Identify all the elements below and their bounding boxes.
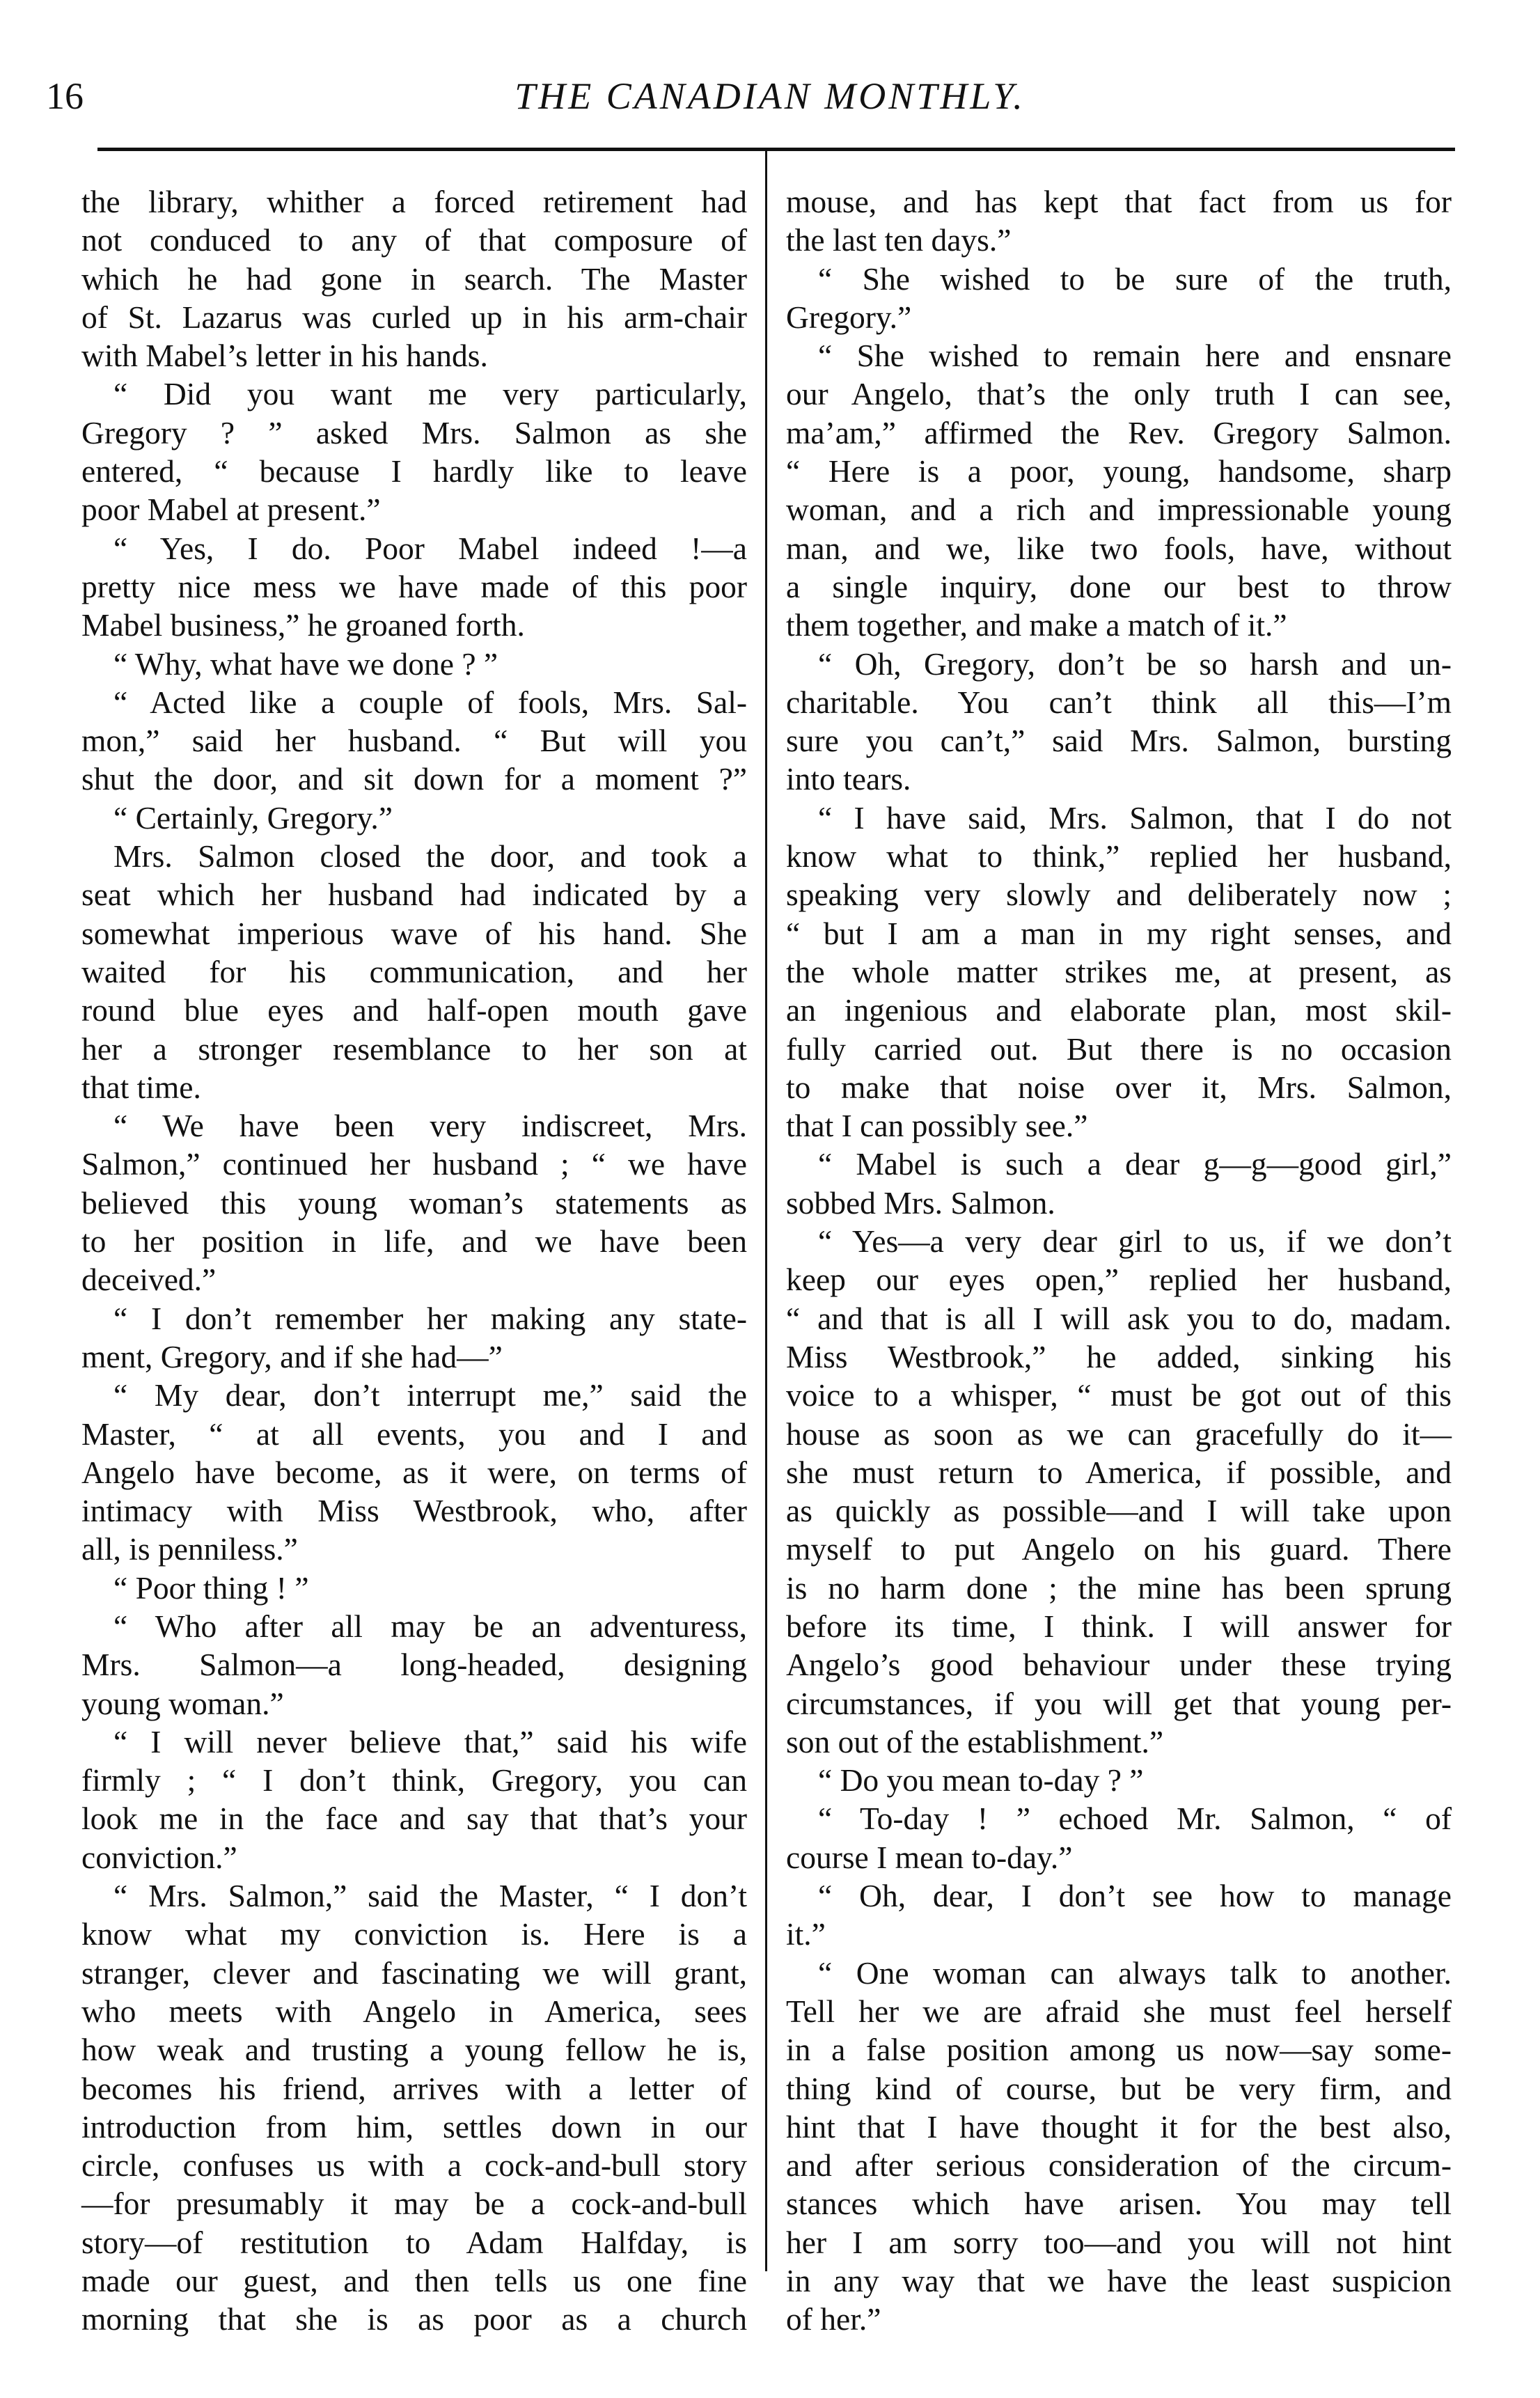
text-line: them together, and make a match of it.” xyxy=(786,607,1287,643)
text-line: seat which her husband had indicated by a xyxy=(81,877,747,913)
text-line: she must return to America, if possible, and xyxy=(786,1454,1452,1490)
text-line: “ Here is a poor, young, handsome, sharp xyxy=(786,453,1452,489)
text-line: circle, confuses us with a cock-and-bull story xyxy=(81,2147,747,2184)
text-line: Salmon,” continued her husband ; “ we have xyxy=(81,1146,747,1182)
text-line: in a false position among us now—say some- xyxy=(786,2032,1452,2068)
text-line: Gregory ? ” asked Mrs. Salmon as she xyxy=(81,414,747,450)
running-head: THE CANADIAN MONTHLY. xyxy=(514,75,1026,117)
text-line: “ Did you want me very particularly, xyxy=(113,376,747,412)
text-line: “ Certainly, Gregory.” xyxy=(113,799,393,836)
text-line: which he had gone in search. The Master xyxy=(81,260,747,297)
text-line: the last ten days.” xyxy=(786,222,1012,258)
text-line: “ I will never believe that,” said his wife xyxy=(113,1723,747,1760)
text-line: “ I don’t remember her making any state- xyxy=(113,1300,747,1336)
text-line: to make that noise over it, Mrs. Salmon, xyxy=(786,1069,1452,1105)
text-line: intimacy with Miss Westbrook, who, after xyxy=(81,1493,747,1529)
text-line: somewhat imperious wave of his hand. She xyxy=(81,915,747,951)
text-line: stranger, clever and fascinating we will grant, xyxy=(81,1954,747,1991)
text-line: ment, Gregory, and if she had—” xyxy=(81,1338,503,1374)
text-line: Master, “ at all events, you and I and xyxy=(81,1416,747,1452)
text-line: young woman.” xyxy=(81,1685,284,1721)
text-line: of St. Lazarus was curled up in his arm-chair xyxy=(81,299,747,335)
text-line: charitable. You can’t think all this—I’m xyxy=(786,684,1452,720)
text-line: mouse, and has kept that fact from us for xyxy=(786,184,1452,219)
text-line: “ Why, what have we done ? ” xyxy=(113,645,498,682)
text-line: ma’am,” affirmed the Rev. Gregory Salmon. xyxy=(786,414,1452,450)
text-line: keep our eyes open,” replied her husband, xyxy=(786,1262,1452,1298)
text-line: it.” xyxy=(786,1916,826,1952)
text-line: “ One woman can always talk to another. xyxy=(818,1954,1452,1991)
text-line: our Angelo, that’s the only truth I can see, xyxy=(786,376,1452,412)
text-line: “ She wished to be sure of the truth, xyxy=(818,260,1452,297)
header-rule xyxy=(97,148,1455,151)
text-line: “ Mabel is such a dear g—g—good girl,” xyxy=(818,1146,1452,1182)
text-line: Mrs. Salmon—a long-headed, designing xyxy=(81,1647,747,1683)
text-line: who meets with Angelo in America, sees xyxy=(81,1993,747,2029)
text-line: her I am sorry too—and you will not hint xyxy=(786,2224,1452,2260)
text-line: Gregory.” xyxy=(786,299,912,335)
text-line: stances which have arisen. You may tell xyxy=(786,2186,1452,2222)
text-line: course I mean to-day.” xyxy=(786,1839,1073,1875)
text-line: “ I have said, Mrs. Salmon, that I do not xyxy=(818,799,1452,836)
text-line: not conduced to any of that composure of xyxy=(81,222,747,258)
text-line: mon,” said her husband. “ But will you xyxy=(81,723,747,759)
text-line: to her position in life, and we have been xyxy=(81,1223,747,1260)
text-line: and after serious consideration of the circum- xyxy=(786,2147,1452,2184)
text-line: Angelo have become, as it were, on terms of xyxy=(81,1454,747,1490)
text-line: Tell her we are afraid she must feel herself xyxy=(786,1993,1452,2029)
text-line: Angelo’s good behaviour under these trying xyxy=(786,1647,1452,1683)
text-line: sure you can’t,” said Mrs. Salmon, bursting xyxy=(786,723,1452,759)
text-line: with Mabel’s letter in his hands. xyxy=(81,338,488,374)
text-line: circumstances, if you will get that young per- xyxy=(786,1685,1452,1721)
text-line: an ingenious and elaborate plan, most skil- xyxy=(786,992,1452,1028)
text-line: in any way that we have the least suspicion xyxy=(786,2263,1452,2299)
text-line: that time. xyxy=(81,1069,201,1105)
text-line: poor Mabel at present.” xyxy=(81,492,381,528)
text-line: “ She wished to remain here and ensnare xyxy=(818,338,1452,374)
text-line: son out of the establishment.” xyxy=(786,1723,1164,1760)
text-line: “ Acted like a couple of fools, Mrs. Sal- xyxy=(113,684,747,720)
text-line: man, and we, like two fools, have, without xyxy=(786,530,1452,566)
text-line: “ Do you mean to-day ? ” xyxy=(818,1762,1144,1799)
text-line: “ Yes—a very dear girl to us, if we don’t xyxy=(818,1223,1452,1260)
text-line: shut the door, and sit down for a moment ?” xyxy=(81,761,747,797)
text-line: before its time, I think. I will answer for xyxy=(786,1608,1452,1644)
text-line: conviction.” xyxy=(81,1839,237,1875)
text-line: “ Poor thing ! ” xyxy=(113,1569,309,1606)
text-line: “ Yes, I do. Poor Mabel indeed !—a xyxy=(113,530,747,566)
text-line: made our guest, and then tells us one fine xyxy=(81,2263,747,2299)
right-column xyxy=(786,182,1452,2339)
text-line: “ but I am a man in my right senses, and xyxy=(786,915,1452,951)
page-number: 16 xyxy=(46,75,84,117)
text-line: introduction from him, settles down in our xyxy=(81,2108,747,2145)
left-column xyxy=(81,182,747,2339)
text-line: hint that I have thought it for the best also, xyxy=(786,2108,1452,2145)
text-line: thing kind of course, but be very firm, and xyxy=(786,2070,1452,2106)
text-line: myself to put Angelo on his guard. There xyxy=(786,1531,1452,1567)
text-line: Mrs. Salmon closed the door, and took a xyxy=(113,838,747,875)
text-line: is no harm done ; the mine has been sprung xyxy=(786,1569,1452,1606)
text-line: “ Oh, Gregory, don’t be so harsh and un- xyxy=(818,645,1452,682)
text-line: a single inquiry, done our best to throw xyxy=(786,568,1452,604)
text-line: believed this young woman’s statements as xyxy=(81,1184,747,1221)
column-divider xyxy=(765,148,767,2271)
text-line: fully carried out. But there is no occasion xyxy=(786,1030,1452,1067)
text-line: “ Mrs. Salmon,” said the Master, “ I don’t xyxy=(113,1878,747,1914)
text-line: speaking very slowly and deliberately now ; xyxy=(786,877,1452,913)
text-line: —for presumably it may be a cock-and-bull xyxy=(81,2186,747,2222)
text-line: the library, whither a forced retirement had xyxy=(81,184,747,219)
text-line: morning that she is as poor as a church xyxy=(81,2301,747,2337)
text-line: how weak and trusting a young fellow he is, xyxy=(81,2032,747,2068)
text-line: “ My dear, don’t interrupt me,” said the xyxy=(113,1377,747,1413)
text-line: of her.” xyxy=(786,2301,881,2337)
text-line: voice to a whisper, “ must be got out of this xyxy=(786,1377,1452,1413)
text-line: waited for his communication, and her xyxy=(81,953,747,989)
text-line: deceived.” xyxy=(81,1262,217,1298)
text-line: story—of restitution to Adam Halfday, is xyxy=(81,2224,747,2260)
text-line: know what my conviction is. Here is a xyxy=(81,1916,747,1952)
text-line: all, is penniless.” xyxy=(81,1531,298,1567)
text-line: that I can possibly see.” xyxy=(786,1108,1088,1144)
text-line: entered, “ because I hardly like to leave xyxy=(81,453,747,489)
text-line: sobbed Mrs. Salmon. xyxy=(786,1184,1055,1221)
text-line: round blue eyes and half-open mouth gave xyxy=(81,992,747,1028)
text-line: pretty nice mess we have made of this poor xyxy=(81,568,747,604)
text-line: into tears. xyxy=(786,761,911,797)
text-line: firmly ; “ I don’t think, Gregory, you can xyxy=(81,1762,747,1799)
text-line: the whole matter strikes me, at present, as xyxy=(786,953,1452,989)
text-line: “ To-day ! ” echoed Mr. Salmon, “ of xyxy=(818,1801,1452,1837)
text-line: woman, and a rich and impressionable young xyxy=(786,492,1452,528)
text-line: Mabel business,” he groaned forth. xyxy=(81,607,525,643)
text-line: “ and that is all I will ask you to do, madam. xyxy=(786,1300,1452,1336)
text-line: as quickly as possible—and I will take upon xyxy=(786,1493,1452,1529)
text-line: look me in the face and say that that’s your xyxy=(81,1801,747,1837)
text-line: house as soon as we can gracefully do it— xyxy=(786,1416,1452,1452)
text-line: “ We have been very indiscreet, Mrs. xyxy=(113,1108,747,1144)
text-line: know what to think,” replied her husband, xyxy=(786,838,1452,875)
text-line: “ Oh, dear, I don’t see how to manage xyxy=(818,1878,1452,1914)
text-line: “ Who after all may be an adventuress, xyxy=(113,1608,747,1644)
text-line: her a stronger resemblance to her son at xyxy=(81,1030,747,1067)
text-line: becomes his friend, arrives with a letter of xyxy=(81,2070,747,2106)
text-line: Miss Westbrook,” he added, sinking his xyxy=(786,1338,1452,1374)
